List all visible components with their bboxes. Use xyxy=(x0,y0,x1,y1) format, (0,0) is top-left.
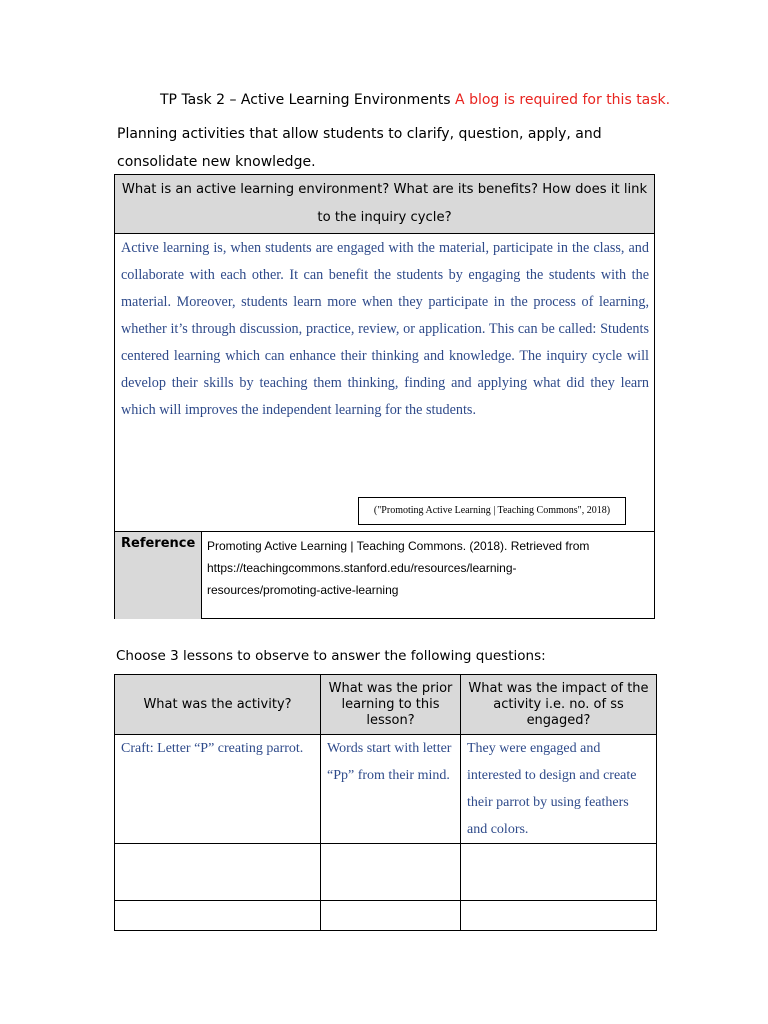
prior-learning-cell xyxy=(321,901,461,931)
citation-box: ("Promoting Active Learning | Teaching Commons", 2018) xyxy=(358,497,626,525)
impact-cell xyxy=(461,844,657,901)
table-row xyxy=(115,844,657,901)
task-subtitle: Planning activities that allow students to clarify, question, apply, and consolidate new knowledge. xyxy=(117,126,602,170)
lessons-header-row xyxy=(115,675,657,735)
activity-cell xyxy=(115,844,321,901)
task-title xyxy=(160,92,670,108)
prior-learning-cell: Words start with letter “Pp” from their mind. xyxy=(321,735,461,844)
active-learning-question: What is an active learning environment? What are its benefits? How does it link to the inquiry cycle? xyxy=(115,175,654,234)
table-row xyxy=(115,735,657,844)
reference-label: Reference xyxy=(121,536,196,551)
reference-row xyxy=(115,531,654,619)
prior-learning-cell xyxy=(321,844,461,901)
impact-cell: They were engaged and interested to design and create their parrot by using feathers and colors. xyxy=(461,735,657,844)
activity-cell: Craft: Letter “P” creating parrot. xyxy=(115,735,321,844)
active-learning-answer: Active learning is, when students are engaged with the material, participate in the class, and collaborate with each other. It can benefit the students by engaging the students with the material. Moreover, students learn more when they participate in the process of learning, whether it’s through discussion, practice, review, or application. This can be called: Students centered learning which can enhance their thinking and knowledge. The inquiry cycle will develop their skills by teaching them thinking, finding and applying what did they learn which will improves the independent learning for the students. xyxy=(121,240,649,418)
lessons-table xyxy=(114,674,657,931)
header-activity: What was the activity? xyxy=(115,675,321,735)
table-row xyxy=(115,901,657,931)
reference-text: Promoting Active Learning | Teaching Commons. (2018). Retrieved from https://teachingcommons.stanford.edu/resources/learning-resources/promoting-active-learning xyxy=(207,539,590,597)
header-prior-learning: What was the prior learning to this lesson? xyxy=(321,675,461,735)
task-title-text: TP Task 2 – Active Learning Environments xyxy=(160,92,451,108)
active-learning-box xyxy=(114,174,655,619)
impact-cell xyxy=(461,901,657,931)
activity-cell xyxy=(115,901,321,931)
lessons-instruction: Choose 3 lessons to observe to answer the following questions: xyxy=(116,648,546,664)
header-impact: What was the impact of the activity i.e. no. of ss engaged? xyxy=(461,675,657,735)
blog-required-note: A blog is required for this task. xyxy=(455,92,671,108)
reference-label-cell xyxy=(115,532,202,619)
